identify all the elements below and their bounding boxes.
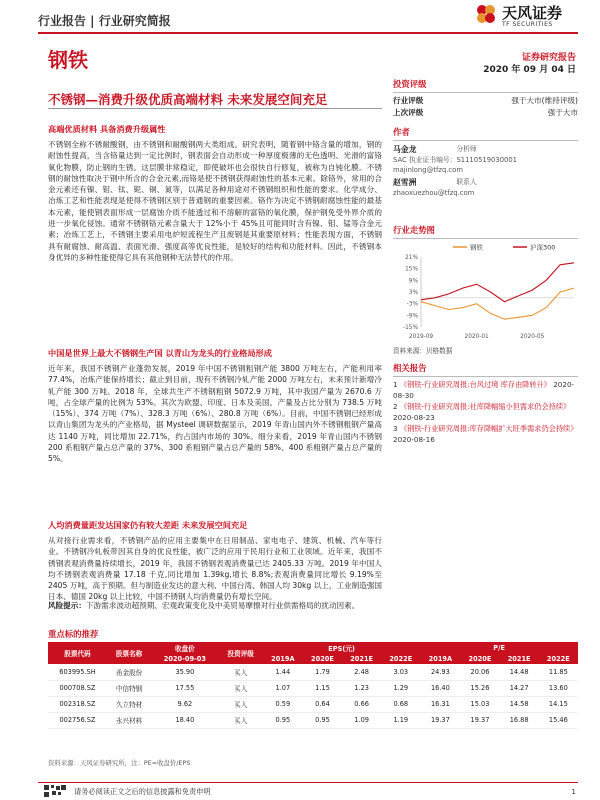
main-title: 不锈钢—消费升级优质高端材料 未来发展空间充足 (48, 92, 328, 107)
table-cell: 0.95 (303, 712, 342, 728)
table-cell: 14.58 (500, 696, 539, 712)
table-cell: 19.37 (460, 712, 499, 728)
analyst-heading: 作者 (393, 127, 410, 137)
x-tick-label: 2020-05 (520, 334, 545, 340)
trend-heading: 行业走势图 (393, 225, 435, 235)
section-heading-2: 中国是世界上最大不锈钢生产国 以青山为龙头的行业格局形成 (48, 348, 272, 358)
table-cell: 买入 (219, 696, 263, 712)
table-row (48, 680, 578, 696)
x-tick-label: 2019-09 (408, 334, 434, 340)
table-cell: 买入 (219, 664, 263, 680)
legend-label: 钢铁 (470, 243, 483, 252)
related-num: 1 (393, 380, 398, 389)
table-cell: 1.44 (263, 664, 303, 680)
th-eps: EPS(元) (263, 642, 421, 654)
analyst-panel (393, 126, 578, 198)
related-report[interactable] (393, 423, 578, 445)
analyst-name: 赵雪洲 (393, 178, 417, 187)
th-year: 2020E (460, 654, 499, 664)
qr-code-icon (44, 785, 66, 797)
risk-note (48, 600, 382, 611)
rating-row (393, 95, 578, 107)
th-year: 2020E (303, 654, 342, 664)
table-cell: 14.48 (500, 664, 539, 680)
y-tick-label: 21% (405, 255, 418, 261)
table-cell: 20.06 (460, 664, 499, 680)
table-cell: 18.40 (151, 712, 218, 728)
th-code: 股票代码 (48, 642, 107, 664)
legend-label: 沪深300 (530, 243, 556, 252)
table-cell: 1.29 (381, 680, 420, 696)
table-source: 资料来源：天风证券研究所，注：PE=收盘价/EPS (48, 759, 191, 767)
y-tick-label: -9% (406, 313, 418, 320)
table-cell: 000708.SZ (48, 680, 107, 696)
table-cell: 13.60 (539, 680, 578, 696)
rating-divider (393, 92, 578, 93)
table-cell: 24.93 (420, 664, 460, 680)
logo-subtitle: TF SECURITIES (502, 21, 553, 28)
table-cell: 3.03 (381, 664, 420, 680)
y-tick-label: 3% (408, 290, 418, 296)
report-date: 2020 年 09 月 04 日 (483, 65, 576, 75)
title-divider (48, 108, 382, 109)
analyst-divider (393, 140, 578, 141)
related-date: 2020-08-16 (393, 435, 435, 444)
trend-chart (393, 241, 578, 341)
risk-label: 风险提示： (48, 601, 86, 610)
table-body (48, 664, 578, 728)
trend-source: 资料来源：贝格数据 (393, 347, 453, 355)
th-name: 股票名称 (107, 642, 151, 664)
table-cell: 9.62 (151, 696, 218, 712)
th-close: 收盘价 (151, 642, 218, 654)
analyst-email[interactable]: majinlong@tfzq.com (393, 166, 463, 174)
recommendation-table (48, 642, 578, 729)
table-cell: 19.37 (420, 712, 460, 728)
analyst-name: 马金龙 (393, 145, 417, 154)
related-title: 《钢铁-行业研究周报:库存降幅扩大旺季需求仍会持续》 (399, 424, 578, 433)
rating-value: 强于大市(维持评级) (511, 96, 578, 105)
table-cell: 1.07 (263, 680, 303, 696)
table-cell: 1.19 (381, 712, 420, 728)
related-num: 3 (393, 424, 398, 433)
footer-divider (38, 782, 578, 783)
risk-text: 下游需求波动超预期、宏观政策变化及中美贸易摩擦对行业供需格局的扰动因素。 (85, 601, 360, 610)
table-cell: 11.85 (539, 664, 578, 680)
table-cell: 永兴材料 (107, 712, 151, 728)
th-year: 2021E (500, 654, 539, 664)
table-cell: 1.79 (303, 664, 342, 680)
section-body-2: 近年来，我国不锈钢产业蓬勃发展，2019 年中国不锈钢粗钢产能 3800 万吨左右，产能利用率 77.4%，冶炼产能保持增长；截止到目前，现有不锈钢冷轧产能 2000 万吨左右，未来预计新增冷轧产能 300 万吨。2018 年，全球共生产不锈钢粗钢 5072.9 万吨，其中我国产量为 2670.6 万吨，占全球产量的比例为 53%。其次为欧盟、印度、日本及美国，产量及占比分别为 738.5 万吨（15%）、374 万吨（7%）、328.3 万吨（6%）、280.8 万吨（6%）。目前，中国不锈钢已经形成以青山集团为龙头的产业格局，据 Mysteel 调研数据显示，2019 年青山国内外不锈钢粗钢产量高达 1140 万吨，同比增加 22.71%，约占国内市场的 30%。细分来看，2019 年青山国内不锈钢 200 系粗钢产量占总产量的 37%、300 系粗钢产量占总产量的 58%、400 系粗钢产量占总产量的 5%。 (48, 364, 382, 464)
analyst-row (393, 144, 578, 155)
th-year: 2019A (263, 654, 303, 664)
rating-value: 强于大市 (547, 108, 578, 117)
table-cell: 买入 (219, 680, 263, 696)
header-divider (38, 32, 578, 34)
industry-title: 钢铁 (48, 48, 88, 72)
y-tick-label: 15% (405, 266, 418, 273)
related-report[interactable] (393, 401, 578, 423)
related-panel (393, 362, 578, 445)
table-cell: 16.88 (500, 712, 539, 728)
table-cell: 0.59 (263, 696, 303, 712)
analyst-role: 分析师 (456, 145, 477, 153)
th-year: 2022E (381, 654, 420, 664)
related-num: 2 (393, 402, 398, 411)
y-tick-label: 9% (408, 278, 418, 285)
th-pe: P/E (420, 642, 578, 654)
recommendation-table-wrap (48, 642, 578, 729)
table-cell: 0.64 (303, 696, 342, 712)
table-cell: 16.40 (420, 680, 460, 696)
table-cell: 002756.SZ (48, 712, 107, 728)
rating-key: 行业评级 (393, 96, 424, 105)
table-cell: 002318.SZ (48, 696, 107, 712)
table-cell: 久立特材 (107, 696, 151, 712)
rating-panel (393, 78, 578, 119)
th-year: 2021E (342, 654, 381, 664)
series-line (421, 263, 574, 302)
table-cell: 0.68 (381, 696, 420, 712)
table-cell: 中信特钢 (107, 680, 151, 696)
section-heading-1: 高端优质材料 具备消费升级属性 (48, 124, 166, 134)
rating-heading: 投资评级 (393, 79, 427, 89)
analyst-role: 联系人 (456, 178, 477, 186)
related-divider (393, 376, 578, 377)
section-heading-3: 人均消费量距发达国家仍有较大差距 未来发展空间充足 (48, 520, 248, 530)
x-tick-label: 2020-01 (464, 334, 489, 340)
related-date: 2020-08-23 (393, 413, 435, 422)
table-cell: 35.90 (151, 664, 218, 680)
related-title: 《钢铁-行业研究周报:台风过境 库存由降转升》 (399, 380, 551, 389)
analyst-row (393, 177, 578, 188)
related-report[interactable] (393, 379, 578, 401)
table-cell: 16.31 (420, 696, 460, 712)
section-body-1: 不锈钢全称不锈耐酸钢，由不锈钢和耐酸钢两大类组成。研究表明，随着钢中铬含量的增加，钢的耐蚀性提高，当含铬量达到一定比例时，钢表面会自动形成一种厚度极薄的无色透明、光滑的富铬氧化物膜，防止钢的生锈。这层膜非常稳定，即使破坏也会很快自行修复，被称为自钝化膜。不锈钢的耐蚀性取决于钢中所含的合金元素,而铬是使不锈钢获得耐蚀性的基本元素。除铬外，常用的合金元素还有镍、钼、钛、铌、铜、氮等，以满足各种用途对不锈钢组织和性能的要求。化学成分、冶炼工艺和性能表现是使得不锈钢区别于普通钢的重要因素。铬作为决定不锈钢耐腐蚀性能的最基本元素，能使钢表面形成一层腐蚀介质不能透过和不溶解的富铬的氧化膜，保护钢免受外界介质的进一步氧化侵蚀。通常不锈钢铬元素含量大于 12%小于 45%且可能同时含有镍、钼、锰等合金元素；冶炼工艺上，不锈钢主要采用电炉短流程生产且废钢是其重要原材料；性能表现方面，不锈钢具有耐腐蚀、耐高温、表面光滑、强度高等优良性能，是较好的结构和功能材料。因此，不锈钢本身优异的多种性能使得它具有其他钢种无法替代的作用。 (48, 140, 382, 262)
series-line (421, 288, 574, 319)
y-tick-label: -3% (406, 301, 418, 308)
table-cell: 1.23 (342, 680, 381, 696)
table-heading: 重点标的推荐 (48, 629, 99, 639)
related-heading: 相关报告 (393, 363, 427, 373)
related-title: 《钢铁-行业研究周报:社库降幅缩小但需求仍会持续》 (399, 402, 571, 411)
table-cell: 0.66 (342, 696, 381, 712)
rating-key: 上次评级 (393, 108, 424, 117)
report-type: 证券研究报告 (521, 53, 576, 63)
rating-row (393, 107, 578, 119)
table-cell: 买入 (219, 712, 263, 728)
analyst-cert: SAC 执业证书编号：S1110519030001 (393, 156, 517, 164)
company-logo (470, 0, 580, 30)
th-year: 2022E (539, 654, 578, 664)
table-cell: 603995.SH (48, 664, 107, 680)
table-cell: 2.48 (342, 664, 381, 680)
table-cell: 15.03 (460, 696, 499, 712)
analyst-email[interactable]: zhaoxuezhou@tfzq.com (393, 189, 475, 197)
table-row (48, 712, 578, 728)
page-number: 1 (571, 787, 576, 796)
section-body-3: 从对接行业需求看，不锈钢产品的应用主要集中在日用制品、家电电子、建筑、机械、汽车等行业。不锈钢冷轧板带因其自身的优良性能，被广泛的应用于民用行业和工业领域。近年来，我国不锈钢表观消费量持续增长，2019 年，我国不锈钢表观消费量已达 2405.33 万吨。2019 年中国人均不锈钢表观消费量 17.18 千克,同比增加 1.39kg,增长 8.8%;表观消费量同比增长 9.19%至 2405 万吨，高于预期。但与制造业发达的意大利、中国台湾、韩国人均 30kg 以上，工业制造强国日本、德国 20kg 以上比较，中国不锈钢人均消费量仍有增长空间。 (48, 536, 383, 602)
table-cell: 甬金股份 (107, 664, 151, 680)
table-row (48, 664, 578, 680)
table-cell: 15.46 (539, 712, 578, 728)
table-cell: 1.15 (303, 680, 342, 696)
table-cell: 14.27 (500, 680, 539, 696)
logo-name: 天风证券 (502, 4, 563, 22)
th-date: 2020-09-03 (151, 654, 218, 664)
trend-divider (393, 238, 578, 239)
table-cell: 15.26 (460, 680, 499, 696)
table-cell: 17.55 (151, 680, 218, 696)
table-cell: 0.95 (263, 712, 303, 728)
th-rating: 投资评级 (219, 642, 263, 664)
trend-panel (393, 224, 578, 355)
table-cell: 1.09 (342, 712, 381, 728)
table-row (48, 696, 578, 712)
y-tick-label: -15% (403, 325, 418, 331)
related-date: 2020-08-30 (393, 380, 575, 400)
footer-disclaimer: 请务必阅读正文之后的信息披露和免责申明 (74, 787, 211, 796)
table-cell: 14.15 (539, 696, 578, 712)
th-year: 2019A (420, 654, 460, 664)
report-category: 行业报告 | 行业研究简报 (38, 14, 171, 28)
logo-icon (474, 2, 498, 26)
